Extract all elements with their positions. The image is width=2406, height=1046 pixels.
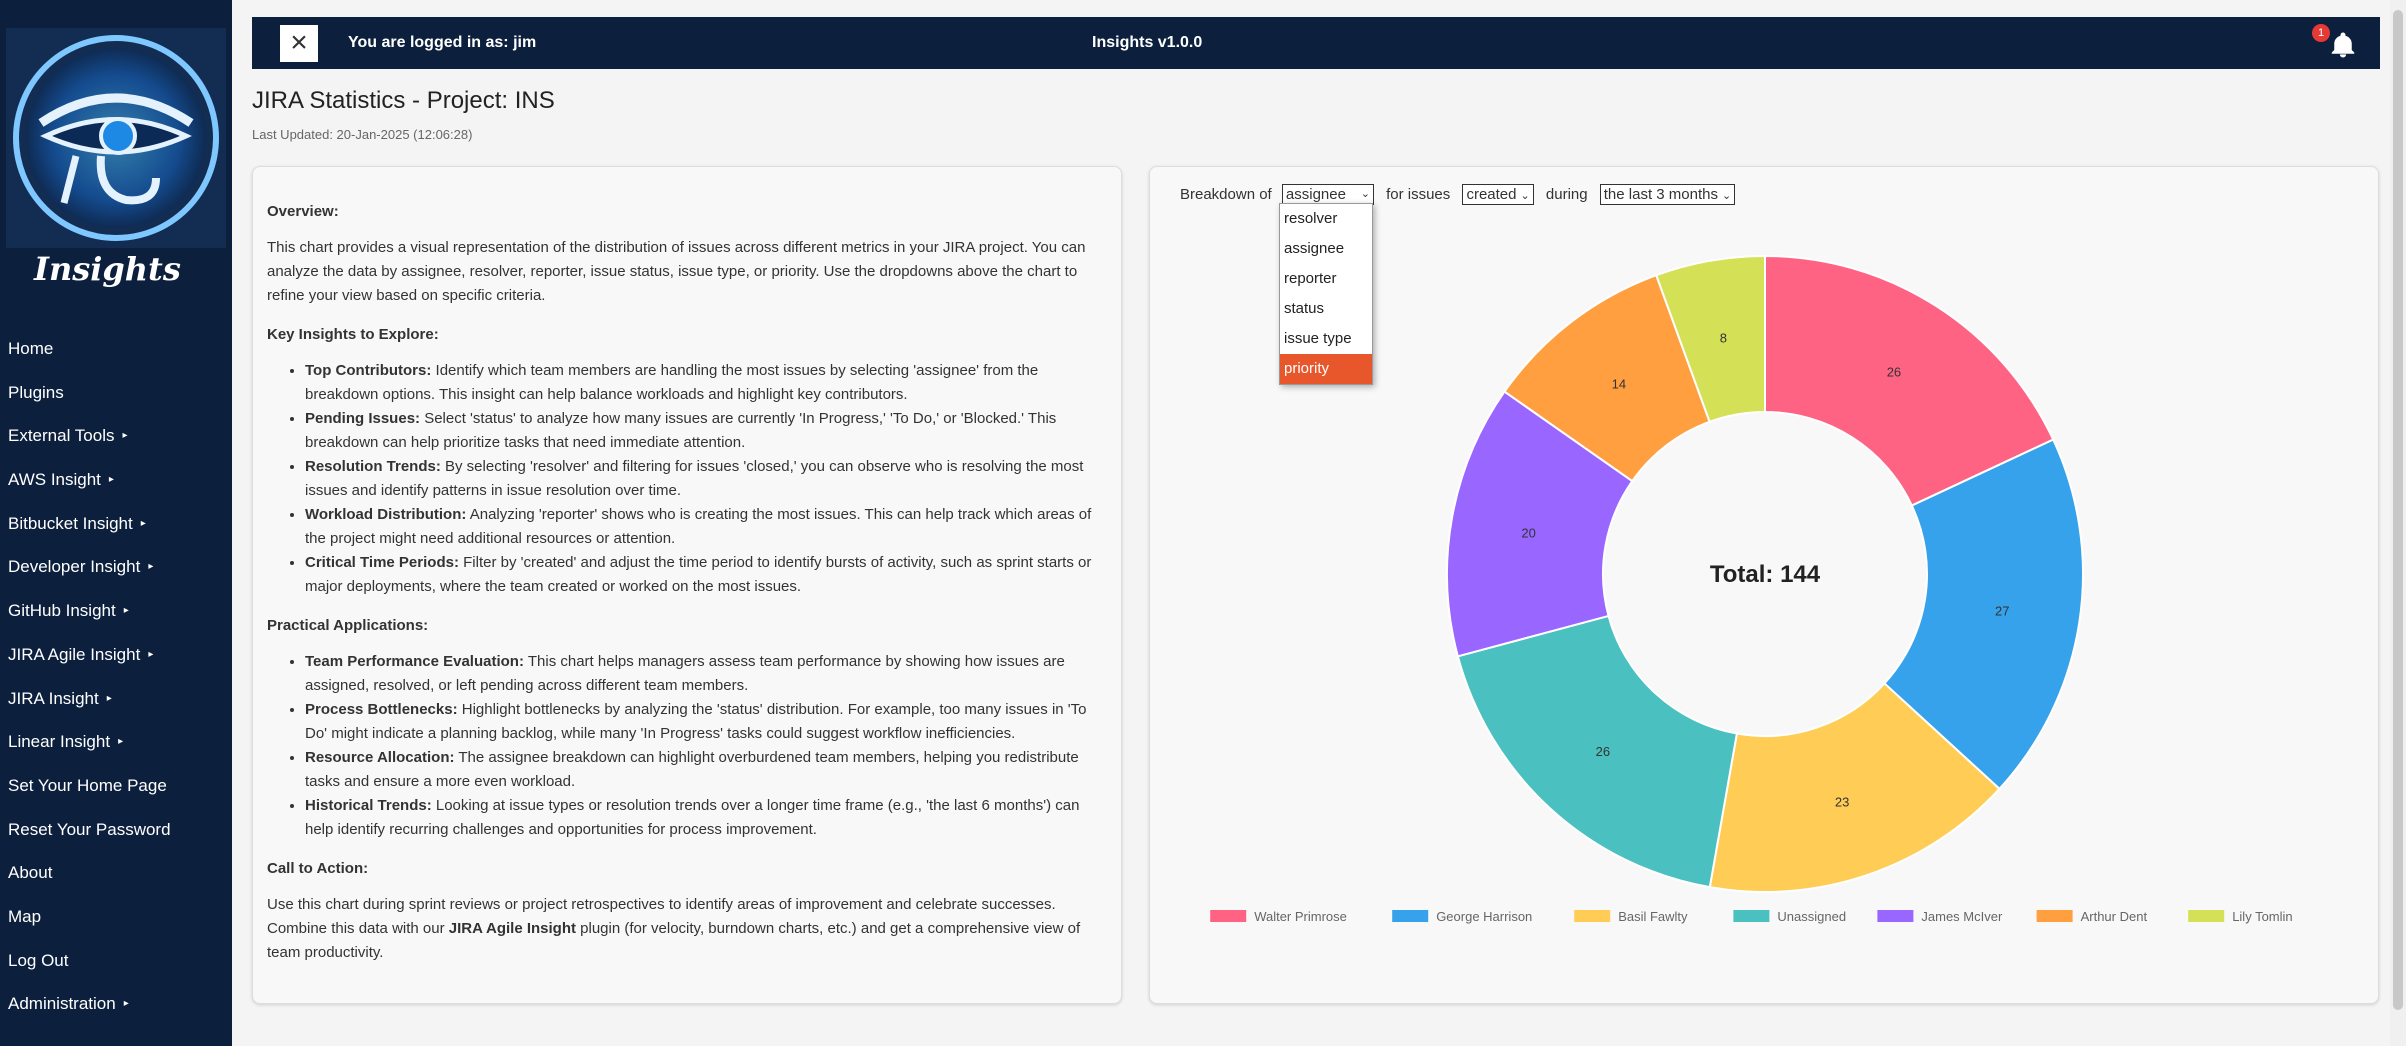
- sidebar: [0, 0, 232, 1046]
- chevron-down-icon: ⌄: [1360, 188, 1370, 200]
- legend-label[interactable]: George Harrison: [1436, 909, 1533, 924]
- list-item-text: Looking at issue types or resolution trends over a longer time frame (e.g., 'the last 6 months') can help identify recurring challenges and opportunities for process improvement.: [305, 797, 1080, 838]
- breakdown-label: Breakdown of: [1180, 186, 1272, 203]
- caret-right-icon: ▸: [123, 998, 129, 1010]
- chevron-down-icon: ⌄: [1520, 190, 1530, 202]
- slice-value-label: 14: [1611, 376, 1627, 392]
- legend-swatch[interactable]: [2188, 910, 2224, 922]
- sidebar-item-bitbucket-insight[interactable]: [0, 507, 232, 551]
- sidebar-item-label: GitHub Insight: [8, 601, 116, 621]
- legend-label[interactable]: Arthur Dent: [2080, 909, 2148, 924]
- legend-label[interactable]: James McIver: [1921, 909, 2003, 924]
- list-item: [305, 551, 1107, 599]
- scrollbar-thumb[interactable]: [2393, 10, 2403, 1010]
- list-item-title: Pending Issues:: [305, 410, 421, 427]
- notification-bell-icon[interactable]: [2328, 30, 2358, 60]
- notification-badge: 1: [2312, 24, 2330, 42]
- slice-value-label: 27: [1994, 603, 2010, 619]
- list-item: [305, 407, 1107, 455]
- sidebar-item-label: Log Out: [8, 950, 69, 970]
- cta-text-part: Use this chart during sprint reviews or project retrospectives to identify areas of improvement and celebrate successes. Combine this data with our: [267, 896, 1056, 937]
- sidebar-item-log-out[interactable]: [0, 944, 232, 988]
- caret-right-icon: ▸: [108, 474, 114, 486]
- caret-right-icon: ▸: [148, 648, 154, 660]
- sidebar-item-label: Linear Insight: [8, 732, 111, 752]
- logo-text: Insights: [34, 250, 181, 288]
- dropdown-option-status[interactable]: status: [1284, 300, 1325, 317]
- sidebar-item-label: Developer Insight: [8, 557, 141, 577]
- caret-right-icon: ▸: [122, 430, 128, 442]
- list-item-text: By selecting 'resolver' and filtering for issues 'closed,' you can observe who is resolving the most issues and identify patterns in issue resolution over time.: [305, 458, 1084, 499]
- list-item-text: Analyzing 'reporter' shows who is creating the most issues. This can help track which areas of the project might need additional resources or attention.: [305, 506, 1092, 547]
- list-item-title: Workload Distribution:: [305, 506, 467, 523]
- slice-value-label: 26: [1886, 364, 1902, 380]
- cta-text: [267, 893, 1107, 965]
- last-updated: Last Updated: 20-Jan-2025 (12:06:28): [252, 127, 473, 142]
- practical-heading: Practical Applications:: [267, 617, 429, 634]
- sidebar-item-label: Map: [8, 906, 42, 926]
- list-item-title: Historical Trends:: [305, 797, 432, 814]
- list-item: [305, 455, 1107, 503]
- sidebar-item-label: AWS Insight: [8, 470, 101, 490]
- donut-center-total: Total: 144: [1709, 561, 1821, 588]
- list-item: [305, 503, 1107, 551]
- sidebar-item-label: JIRA Agile Insight: [8, 644, 141, 664]
- sidebar-item-about[interactable]: [0, 856, 232, 900]
- sidebar-item-label: Reset Your Password: [8, 819, 171, 839]
- overview-heading: Overview:: [267, 203, 339, 220]
- close-menu-button[interactable]: ×: [280, 25, 318, 62]
- breakdown-dropdown-list: [1279, 203, 1373, 385]
- list-item-title: Team Performance Evaluation:: [305, 653, 524, 670]
- caret-right-icon: ▸: [106, 692, 112, 704]
- sidebar-item-reset-your-password[interactable]: [0, 813, 232, 857]
- key-insights-heading: Key Insights to Explore:: [267, 326, 439, 343]
- list-item-text: Identify which team members are handling the most issues by selecting 'assignee' from the breakdown options. This insight can help balance workloads and highlight key contributors.: [305, 362, 1039, 403]
- sidebar-item-linear-insight[interactable]: [0, 725, 232, 769]
- dropdown-option-resolver[interactable]: resolver: [1284, 210, 1338, 227]
- sidebar-item-label: Home: [8, 339, 54, 358]
- slice-value-label: 26: [1595, 743, 1611, 759]
- dropdown-option-reporter[interactable]: reporter: [1284, 270, 1337, 287]
- legend-swatch[interactable]: [1392, 910, 1428, 922]
- list-item-title: Process Bottlenecks:: [305, 701, 458, 718]
- list-item: [305, 746, 1107, 794]
- practical-applications-list: [267, 650, 1107, 842]
- dropdown-option-priority[interactable]: priority: [1280, 354, 1372, 384]
- legend-swatch[interactable]: [1733, 910, 1769, 922]
- sidebar-item-aws-insight[interactable]: [0, 463, 232, 507]
- list-item-text: Filter by 'created' and adjust the time period to identify bursts of activity, such as sprint starts or major deployments, where the team created or worked on the most issues.: [305, 554, 1092, 595]
- during-label: during: [1545, 186, 1588, 203]
- period-select-value: the last 3 months: [1603, 186, 1718, 203]
- caret-right-icon: ▸: [123, 605, 129, 617]
- login-status: You are logged in as: jim: [348, 34, 537, 51]
- list-item: [305, 794, 1107, 842]
- legend-swatch[interactable]: [1574, 910, 1610, 922]
- sidebar-item-label: Administration: [8, 994, 116, 1014]
- list-item-title: Resolution Trends:: [305, 458, 441, 475]
- sidebar-item-set-your-home-page[interactable]: [0, 769, 232, 813]
- info-panel: [252, 166, 1122, 1004]
- list-item-text: Highlight bottlenecks by analyzing the 'status' distribution. For example, too many issues in 'To Do' might indicate a planning backlog, while many 'In Progress' tasks could suggest workflow inefficiencies.: [305, 701, 1087, 742]
- slice-value-label: 20: [1521, 525, 1536, 541]
- top-bar: [252, 17, 2380, 69]
- list-item: [305, 359, 1107, 407]
- sidebar-item-jira-insight[interactable]: [0, 682, 232, 726]
- legend-label[interactable]: Unassigned: [1777, 909, 1847, 924]
- key-insights-list: [267, 359, 1107, 599]
- legend-swatch[interactable]: [1210, 910, 1246, 922]
- slice-value-label: 8: [1719, 330, 1727, 346]
- legend-swatch[interactable]: [2037, 910, 2073, 922]
- list-item: [305, 698, 1107, 746]
- sidebar-item-label: JIRA Insight: [8, 688, 99, 708]
- legend-swatch[interactable]: [1877, 910, 1913, 922]
- list-item-text: Select 'status' to analyze how many issues are currently 'In Progress,' 'To Do,' or 'Blocked.' This breakdown can help prioritize tasks that need immediate attention.: [305, 410, 1057, 451]
- sidebar-item-developer-insight[interactable]: [0, 550, 232, 594]
- sidebar-item-label: Bitbucket Insight: [8, 513, 133, 533]
- list-item-title: Top Contributors:: [305, 362, 432, 379]
- cta-plugin-name: JIRA Agile Insight: [448, 920, 576, 937]
- list-item-text: The assignee breakdown can highlight overburdened team members, helping you redistribute tasks and ensure a more even workload.: [305, 749, 1079, 790]
- dropdown-option-assignee[interactable]: assignee: [1284, 240, 1345, 257]
- list-item-title: Resource Allocation:: [305, 749, 455, 766]
- caret-right-icon: ▸: [140, 517, 146, 529]
- sidebar-item-jira-agile-insight[interactable]: [0, 638, 232, 682]
- overview-text: This chart provides a visual representation of the distribution of issues across different metrics in your JIRA project. You can analyze the data by assignee, resolver, reporter, issue status, issue type, or priority. Use the dropdowns above the chart to refine your view based on specific criteria.: [267, 239, 1086, 304]
- sidebar-item-map[interactable]: [0, 900, 232, 944]
- caret-right-icon: ▸: [148, 561, 154, 573]
- list-item-text: This chart helps managers assess team performance by showing how issues are assigned, resolved, or left pending across different team members.: [305, 653, 1065, 694]
- cta-heading: Call to Action:: [267, 860, 369, 877]
- legend-label[interactable]: Walter Primrose: [1254, 909, 1347, 924]
- caret-right-icon: ▸: [118, 736, 124, 748]
- sidebar-item-administration[interactable]: [0, 987, 232, 1031]
- slice-value-label: 23: [1834, 794, 1850, 810]
- list-item: [305, 650, 1107, 698]
- legend-label[interactable]: Basil Fawlty: [1618, 909, 1688, 924]
- legend-label[interactable]: Lily Tomlin: [2232, 909, 2293, 924]
- chevron-down-icon: ⌄: [1722, 190, 1732, 202]
- sidebar-item-home[interactable]: [0, 332, 232, 376]
- page-title: JIRA Statistics - Project: INS: [252, 87, 555, 114]
- issues-select-value: created: [1466, 186, 1517, 203]
- breakdown-select-value: assignee: [1285, 186, 1346, 203]
- sidebar-item-plugins[interactable]: [0, 376, 232, 420]
- list-item-title: Critical Time Periods:: [305, 554, 459, 571]
- for-issues-label: for issues: [1386, 186, 1451, 203]
- sidebar-item-label: Set Your Home Page: [8, 775, 167, 795]
- dropdown-option-issue-type[interactable]: issue type: [1284, 330, 1352, 347]
- sidebar-item-label: External Tools: [8, 426, 115, 446]
- sidebar-item-github-insight[interactable]: [0, 594, 232, 638]
- sidebar-nav: [0, 332, 232, 1031]
- sidebar-item-label: About: [8, 863, 53, 883]
- cta-text-part: plugin (for velocity, burndown charts, etc.) and get a comprehensive view of team productivity.: [267, 920, 1081, 961]
- app-title: Insights v1.0.0: [1092, 34, 1203, 51]
- sidebar-item-label: Plugins: [8, 382, 64, 402]
- sidebar-item-external-tools[interactable]: [0, 419, 232, 463]
